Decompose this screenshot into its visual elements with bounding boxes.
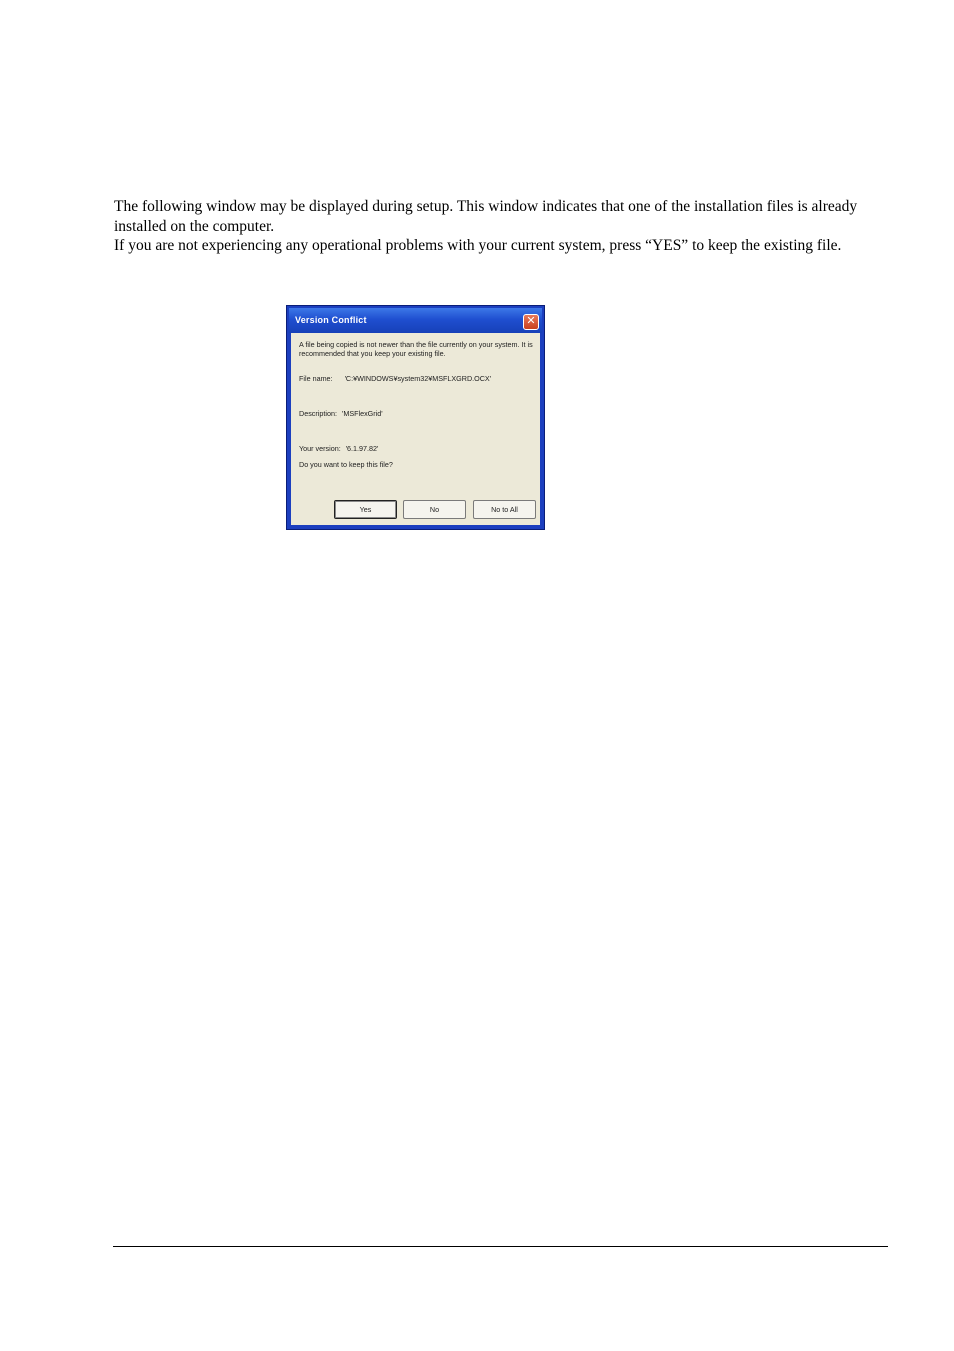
file-name-label: File name:	[299, 374, 333, 383]
dialog-message: A file being copied is not newer than the file currently on your system. It is recommended that you keep your existing file.	[299, 340, 533, 358]
dialog-titlebar	[289, 308, 542, 333]
keep-file-question: Do you want to keep this file?	[299, 460, 393, 469]
description-label: Description:	[299, 409, 337, 418]
file-name-value: 'C:¥WINDOWS¥system32¥MSFLXGRD.OCX'	[344, 374, 492, 383]
intro-text	[114, 197, 886, 256]
intro-paragraph-1: The following window may be displayed during setup. This window indicates that one of the installation files is already installed on the computer.	[114, 198, 858, 235]
version-row	[299, 444, 378, 453]
description-row	[299, 409, 383, 418]
footer-rule	[113, 1246, 888, 1247]
dialog-body	[291, 333, 540, 525]
close-icon[interactable]: ✕	[523, 314, 539, 330]
description-value: 'MSFlexGrid'	[341, 409, 383, 418]
no-button[interactable]: No	[403, 500, 466, 519]
intro-paragraph-2: If you are not experiencing any operational problems with your current system, press “YES” to keep the existing file.	[114, 237, 842, 254]
version-label: Your version:	[299, 444, 341, 453]
no-to-all-button[interactable]: No to All	[473, 500, 536, 519]
dialog-title: Version Conflict	[295, 315, 367, 325]
file-name-row	[299, 374, 491, 383]
yes-button[interactable]: Yes	[334, 500, 397, 519]
version-value: '6.1.97.82'	[345, 444, 379, 453]
version-conflict-dialog	[286, 305, 545, 530]
